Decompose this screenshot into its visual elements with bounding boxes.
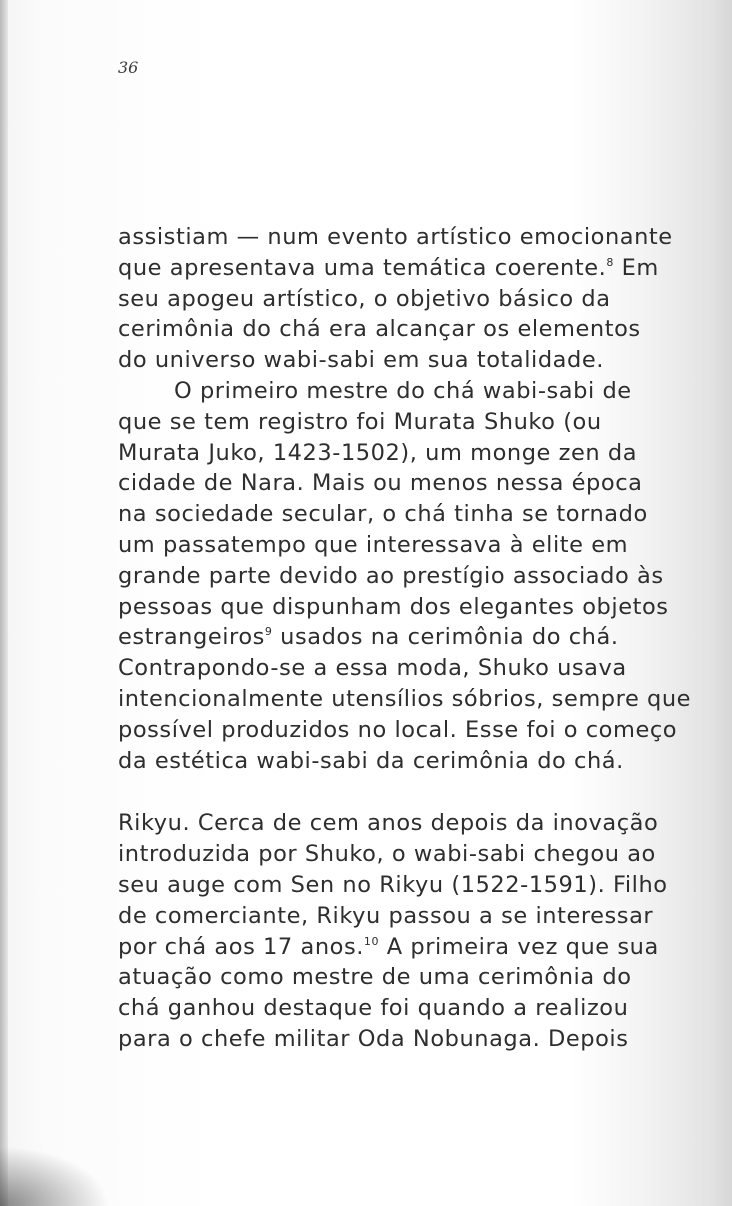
text-line: assistiam — num evento artístico emocionante: [118, 224, 673, 250]
text-line: na sociedade secular, o chá tinha se tornado: [118, 501, 648, 528]
text-line: intencionalmente utensílios sóbrios, sempre que: [118, 685, 692, 712]
text-line: cerimônia do chá era alcançar os elementos: [118, 316, 641, 343]
page-number: 36: [118, 58, 139, 77]
section-gap: [118, 776, 718, 808]
text-line: pessoas que dispunham dos elegantes objetos: [118, 593, 669, 620]
thumb-shadow: [0, 1146, 110, 1206]
text-line: estrangeiros$^9$ usados na cerimônia do chá.: [118, 624, 619, 651]
text-line: chá ganhou destaque foi quando a realizou: [118, 995, 629, 1022]
text-line: grande parte devido ao prestígio associado às: [118, 562, 664, 589]
text-line: seu apogeu artístico, o objetivo básico da: [118, 285, 611, 312]
paragraph-2: [118, 376, 718, 776]
text-line: Murata Juko, 1423-1502), um monge zen da: [118, 439, 638, 466]
text-line: cidade de Nara. Mais ou menos nessa época: [118, 470, 643, 497]
text-line: de comerciante, Rikyu passou a se interessar: [118, 902, 654, 929]
text-line: que apresentava uma temática coerente.$^8$ Em: [118, 254, 659, 281]
paragraph-1: [118, 222, 718, 376]
footnote-marker[interactable]: 8: [606, 255, 614, 269]
text-line: atuação como mestre de uma cerimônia do: [118, 964, 632, 991]
text-line: introduzida por Shuko, o wabi-sabi chegou ao: [118, 841, 656, 868]
text-line: Contrapondo-se a essa moda, Shuko usava: [118, 655, 627, 682]
page-binding-edge: [0, 0, 8, 1206]
text-line: um passatempo que interessava à elite em: [118, 531, 629, 558]
text-line: seu auge com Sen no Rikyu (1522-1591). Filho: [118, 871, 668, 898]
text-line: O primeiro mestre do chá wabi-sabi de: [174, 377, 632, 404]
text-line: Rikyu. Cerca de cem anos depois da inovação: [118, 810, 659, 837]
text-line: possível produzidos no local. Esse foi o começo: [118, 716, 678, 743]
body-text: [118, 222, 718, 1055]
text-line: da estética wabi-sabi da cerimônia do chá.: [118, 747, 624, 774]
footnote-marker[interactable]: 10: [363, 934, 380, 948]
text-line: do universo wabi-sabi em sua totalidade.: [118, 347, 604, 374]
text-line: que se tem registro foi Murata Shuko (ou: [118, 408, 602, 435]
text-line: para o chefe militar Oda Nobunaga. Depois: [118, 1025, 629, 1052]
text-line: por chá aos 17 anos.$^{10}$ A primeira vez que sua: [118, 933, 659, 960]
footnote-marker[interactable]: 9: [264, 625, 273, 639]
paragraph-3: [118, 808, 718, 1054]
